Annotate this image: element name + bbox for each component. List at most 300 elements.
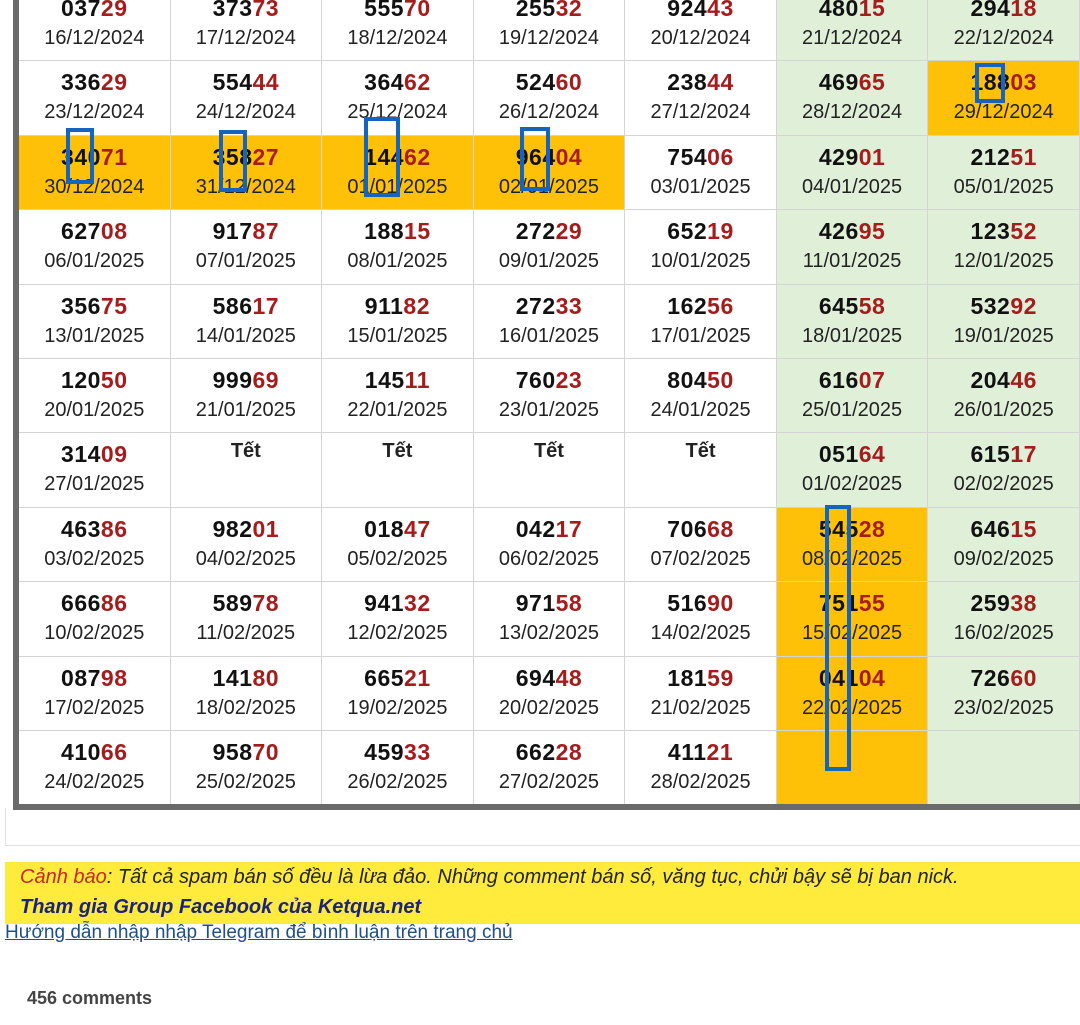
result-number-head: 516 xyxy=(667,590,708,617)
result-number xyxy=(322,0,473,21)
result-cell xyxy=(928,656,1080,730)
result-date: 23/12/2024 xyxy=(44,101,145,124)
result-number xyxy=(625,293,776,319)
result-cell xyxy=(322,433,474,507)
result-number-head: 999 xyxy=(212,366,253,393)
result-number-head: 666 xyxy=(61,590,101,617)
result-number-tail: 98 xyxy=(100,664,128,691)
result-number xyxy=(19,590,170,616)
result-cell xyxy=(625,284,777,358)
result-cell xyxy=(625,507,777,581)
result-number-tail: 15 xyxy=(858,0,886,21)
table-row xyxy=(16,507,1080,581)
result-number-head: 982 xyxy=(212,515,253,542)
result-number xyxy=(928,293,1079,319)
result-date: 01/01/2025 xyxy=(347,175,448,198)
result-number xyxy=(777,516,928,542)
result-cell xyxy=(16,0,170,61)
result-number-tail: 92 xyxy=(1010,292,1037,319)
result-number-tail: 80 xyxy=(252,664,280,691)
result-date: 04/02/2025 xyxy=(195,547,296,570)
result-cell xyxy=(322,582,474,656)
result-number xyxy=(625,739,776,765)
table-row xyxy=(16,433,1080,507)
result-number-head: 524 xyxy=(515,69,556,96)
result-number xyxy=(474,144,625,170)
result-number-tail: 32 xyxy=(555,0,583,21)
result-number-head: 554 xyxy=(212,69,253,96)
result-date: 22/12/2024 xyxy=(953,27,1054,49)
result-number-tail: 47 xyxy=(404,515,431,542)
result-number-head: 364 xyxy=(364,69,405,96)
result-number-tail: 55 xyxy=(858,590,886,617)
result-date: 13/02/2025 xyxy=(498,622,600,645)
result-number xyxy=(474,69,625,95)
result-cell xyxy=(625,656,777,730)
result-number xyxy=(171,218,322,244)
result-number-tail: 46 xyxy=(1010,366,1037,393)
result-number-tail: 01 xyxy=(252,515,280,542)
result-number xyxy=(625,144,776,170)
result-number-head: 694 xyxy=(515,664,556,691)
warning-prefix: Cảnh báo xyxy=(20,866,107,888)
result-date: 08/02/2025 xyxy=(802,547,903,570)
result-number xyxy=(777,69,928,95)
result-number xyxy=(171,144,322,170)
result-number-head: 255 xyxy=(515,0,556,21)
result-number xyxy=(474,665,625,691)
result-number-tail: 18 xyxy=(1010,0,1037,21)
result-number-head: 145 xyxy=(364,366,405,393)
result-cell xyxy=(322,135,474,209)
result-date: 16/01/2025 xyxy=(498,324,600,347)
result-date: 03/01/2025 xyxy=(650,175,751,198)
result-cell xyxy=(170,0,322,61)
result-number-head: 018 xyxy=(364,515,405,542)
result-cell xyxy=(473,507,625,581)
result-number-head: 941 xyxy=(364,590,405,617)
result-number-head: 555 xyxy=(364,0,405,21)
result-number xyxy=(928,69,1079,95)
result-number-tail: 87 xyxy=(252,218,280,245)
result-cell xyxy=(473,358,625,432)
result-date: 24/02/2025 xyxy=(44,770,145,793)
result-cell xyxy=(170,358,322,432)
result-number-head: 586 xyxy=(212,292,253,319)
result-date: 10/01/2025 xyxy=(650,250,751,273)
result-number xyxy=(625,516,776,542)
result-cell xyxy=(170,135,322,209)
result-number-head: 726 xyxy=(970,664,1011,691)
result-date: 25/02/2025 xyxy=(195,770,296,793)
facebook-group-link[interactable]: Tham gia Group Facebook của Ketqua.net xyxy=(20,896,422,918)
result-number-head: 964 xyxy=(515,143,556,170)
result-number-tail: 15 xyxy=(1010,515,1037,542)
result-cell xyxy=(322,284,474,358)
result-number-tail: 15 xyxy=(404,218,431,245)
result-cell xyxy=(473,210,625,284)
result-number xyxy=(777,590,928,616)
result-date: 10/02/2025 xyxy=(44,622,145,645)
result-number xyxy=(19,441,170,467)
result-cell xyxy=(473,135,625,209)
result-number xyxy=(474,218,625,244)
result-number-tail: 95 xyxy=(858,218,886,245)
result-number xyxy=(928,590,1079,616)
result-number-head: 181 xyxy=(667,664,708,691)
result-number-tail: 06 xyxy=(707,143,734,170)
result-number-head: 924 xyxy=(667,0,708,21)
result-date: 27/12/2024 xyxy=(650,101,751,124)
result-cell xyxy=(625,730,777,807)
result-number-head: 314 xyxy=(61,441,101,468)
result-cell xyxy=(473,61,625,135)
result-number-tail: 27 xyxy=(252,143,280,170)
table-row xyxy=(16,730,1080,807)
result-number-tail: 43 xyxy=(707,0,734,21)
result-cell xyxy=(776,730,928,807)
result-number-tail: 28 xyxy=(858,515,886,542)
result-number-tail: 60 xyxy=(1010,664,1037,691)
holiday-label: Tết xyxy=(382,440,413,463)
result-cell xyxy=(170,507,322,581)
result-number xyxy=(777,0,928,21)
result-number-head: 042 xyxy=(515,515,556,542)
result-number xyxy=(928,665,1079,691)
result-cell xyxy=(322,507,474,581)
result-number-head: 051 xyxy=(818,441,859,468)
table-row xyxy=(16,135,1080,209)
result-cell xyxy=(473,0,625,61)
result-date: 15/02/2025 xyxy=(802,622,903,645)
result-cell xyxy=(776,358,928,432)
result-number-tail: 56 xyxy=(707,292,734,319)
result-number xyxy=(928,367,1079,393)
result-date: 12/01/2025 xyxy=(953,250,1054,273)
result-date: 25/12/2024 xyxy=(347,101,448,124)
result-date: 12/02/2025 xyxy=(347,622,448,645)
result-number-head: 373 xyxy=(212,0,253,21)
result-date: 07/01/2025 xyxy=(195,250,296,273)
result-number xyxy=(171,516,322,542)
result-number-head: 238 xyxy=(667,69,708,96)
result-number-tail: 17 xyxy=(252,292,280,319)
result-number-head: 123 xyxy=(970,218,1011,245)
result-number-tail: 44 xyxy=(707,69,734,96)
result-number-head: 469 xyxy=(818,69,859,96)
table-row xyxy=(16,582,1080,656)
result-date: 28/02/2025 xyxy=(650,770,751,793)
result-number-tail: 64 xyxy=(858,441,886,468)
result-date: 05/01/2025 xyxy=(953,175,1054,198)
result-cell xyxy=(625,433,777,507)
result-number-head: 037 xyxy=(61,0,101,21)
result-date: 29/12/2024 xyxy=(953,101,1054,124)
result-number xyxy=(19,293,170,319)
result-number-tail: 62 xyxy=(404,69,431,96)
result-cell xyxy=(473,656,625,730)
result-number-head: 627 xyxy=(61,218,101,245)
result-number-head: 141 xyxy=(212,664,253,691)
result-date: 26/01/2025 xyxy=(953,398,1054,421)
result-number xyxy=(171,69,322,95)
result-number-tail: 50 xyxy=(100,366,128,393)
result-cell xyxy=(776,507,928,581)
result-date: 22/01/2025 xyxy=(347,398,448,421)
result-cell xyxy=(928,61,1080,135)
result-number-tail: 86 xyxy=(100,590,128,617)
result-number xyxy=(474,0,625,21)
result-date: 23/01/2025 xyxy=(498,398,600,421)
result-number-tail: 51 xyxy=(1010,143,1037,170)
result-number-tail: 17 xyxy=(555,515,583,542)
result-number xyxy=(322,144,473,170)
result-number xyxy=(625,590,776,616)
result-number-head: 616 xyxy=(818,366,859,393)
result-number-tail: 73 xyxy=(252,0,280,21)
result-number-head: 212 xyxy=(970,143,1011,170)
result-number xyxy=(322,367,473,393)
table-row xyxy=(16,0,1080,61)
result-cell xyxy=(625,582,777,656)
result-number-head: 662 xyxy=(515,738,556,765)
result-date: 21/12/2024 xyxy=(802,27,903,49)
result-cell xyxy=(170,61,322,135)
result-number xyxy=(625,367,776,393)
result-number-head: 665 xyxy=(364,664,405,691)
result-number-head: 971 xyxy=(515,590,556,617)
result-date: 28/12/2024 xyxy=(802,101,903,124)
telegram-guide-link[interactable]: Hướng dẫn nhập nhập Telegram để bình luận trên trang chủ xyxy=(5,922,513,943)
result-cell xyxy=(776,582,928,656)
result-number-tail: 68 xyxy=(707,515,734,542)
holiday-label: Tết xyxy=(230,440,261,463)
result-number-head: 958 xyxy=(212,738,253,765)
result-number-tail: 66 xyxy=(100,738,128,765)
result-date: 14/02/2025 xyxy=(650,622,751,645)
result-cell xyxy=(776,61,928,135)
result-date: 08/01/2025 xyxy=(347,250,448,273)
result-number xyxy=(322,218,473,244)
result-cell xyxy=(473,582,625,656)
result-number-tail: 17 xyxy=(1010,441,1037,468)
result-number xyxy=(19,218,170,244)
result-number xyxy=(474,590,625,616)
result-number-tail: 60 xyxy=(555,69,583,96)
result-number-tail: 04 xyxy=(555,143,583,170)
result-number-head: 917 xyxy=(212,218,253,245)
result-number-tail: 70 xyxy=(252,738,280,765)
result-number xyxy=(928,218,1079,244)
result-date: 07/02/2025 xyxy=(650,547,751,570)
result-number-tail: 29 xyxy=(100,0,128,21)
result-date: 21/01/2025 xyxy=(195,398,296,421)
result-number xyxy=(928,441,1079,467)
result-number-tail: 04 xyxy=(858,664,886,691)
result-number-head: 589 xyxy=(212,590,253,617)
result-number xyxy=(474,739,625,765)
result-number xyxy=(777,665,928,691)
result-cell xyxy=(16,358,170,432)
result-date: 19/01/2025 xyxy=(953,324,1054,347)
result-number xyxy=(625,218,776,244)
result-cell xyxy=(170,433,322,507)
result-number-tail: 19 xyxy=(707,218,734,245)
result-number xyxy=(322,69,473,95)
result-date: 17/02/2025 xyxy=(44,696,145,719)
holiday-label: Tết xyxy=(685,440,716,463)
result-cell xyxy=(928,582,1080,656)
result-cell xyxy=(16,656,170,730)
result-number xyxy=(474,516,625,542)
result-date: 26/12/2024 xyxy=(498,101,600,124)
result-number-head: 272 xyxy=(515,218,556,245)
result-date: 27/01/2025 xyxy=(44,473,145,496)
table-row xyxy=(16,210,1080,284)
result-number-head: 646 xyxy=(970,515,1011,542)
result-number-head: 429 xyxy=(818,143,859,170)
result-number-tail: 33 xyxy=(404,738,431,765)
result-date: 30/12/2024 xyxy=(44,175,145,198)
result-number xyxy=(171,590,322,616)
result-number-tail: 08 xyxy=(100,218,128,245)
result-number-head: 144 xyxy=(364,143,405,170)
table-row xyxy=(16,61,1080,135)
result-date: 21/02/2025 xyxy=(650,696,751,719)
result-number xyxy=(625,665,776,691)
result-date: 20/01/2025 xyxy=(44,398,145,421)
result-cell xyxy=(928,730,1080,807)
result-number xyxy=(19,69,170,95)
result-cell xyxy=(170,656,322,730)
result-date: 06/01/2025 xyxy=(44,250,145,273)
result-number-tail: 52 xyxy=(1010,218,1037,245)
result-date: 22/02/2025 xyxy=(802,696,903,719)
result-cell xyxy=(776,0,928,61)
result-number-tail: 09 xyxy=(100,441,128,468)
result-number-tail: 21 xyxy=(404,664,431,691)
result-date: 20/02/2025 xyxy=(498,696,600,719)
result-number-tail: 28 xyxy=(555,738,583,765)
result-number xyxy=(322,665,473,691)
result-cell xyxy=(170,582,322,656)
result-date: 13/01/2025 xyxy=(44,324,145,347)
result-number-head: 259 xyxy=(970,590,1011,617)
result-number-head: 411 xyxy=(667,738,707,765)
result-number xyxy=(777,218,928,244)
warning-banner xyxy=(5,862,1080,924)
result-date: 03/02/2025 xyxy=(44,547,145,570)
result-number xyxy=(19,0,170,21)
result-cell xyxy=(322,210,474,284)
result-date: 01/02/2025 xyxy=(802,473,903,496)
result-cell xyxy=(625,135,777,209)
result-cell xyxy=(625,210,777,284)
holiday-label: Tết xyxy=(533,440,564,463)
result-number xyxy=(171,367,322,393)
result-date: 05/02/2025 xyxy=(347,547,448,570)
result-cell xyxy=(473,730,625,807)
result-number-tail: 58 xyxy=(555,590,583,617)
result-number-head: 532 xyxy=(970,292,1011,319)
result-number-head: 545 xyxy=(818,515,859,542)
result-number-head: 356 xyxy=(61,292,101,319)
result-number-head: 804 xyxy=(667,366,708,393)
result-number-head: 294 xyxy=(970,0,1011,21)
content-divider xyxy=(5,808,1080,846)
result-number xyxy=(474,367,625,393)
warning-message: : Tất cả spam bán số đều là lừa đảo. Những comment bán số, văng tục, chửi bậy sẽ bị ban nick. xyxy=(106,866,959,888)
result-cell xyxy=(928,284,1080,358)
result-cell xyxy=(928,0,1080,61)
result-cell xyxy=(170,284,322,358)
result-number-tail: 29 xyxy=(100,69,128,96)
result-date: 24/12/2024 xyxy=(195,101,296,124)
result-number-head: 480 xyxy=(818,0,859,21)
result-number-tail: 32 xyxy=(404,590,431,617)
result-cell xyxy=(322,656,474,730)
result-number-head: 760 xyxy=(515,366,556,393)
result-number-head: 162 xyxy=(667,292,708,319)
result-number xyxy=(322,590,473,616)
result-number-head: 188 xyxy=(364,218,405,245)
result-number xyxy=(171,0,322,21)
comments-count: 456 comments xyxy=(27,988,153,1008)
table-row xyxy=(16,358,1080,432)
result-cell xyxy=(776,135,928,209)
result-cell xyxy=(928,135,1080,209)
result-number-tail: 23 xyxy=(555,366,583,393)
result-date: 02/02/2025 xyxy=(953,473,1054,496)
result-cell xyxy=(776,284,928,358)
result-number-tail: 07 xyxy=(858,366,886,393)
result-cell xyxy=(16,210,170,284)
result-cell xyxy=(776,433,928,507)
table-row xyxy=(16,284,1080,358)
result-date: 18/02/2025 xyxy=(195,696,296,719)
lottery-results-table xyxy=(13,0,1080,810)
result-number-tail: 29 xyxy=(555,218,583,245)
result-cell xyxy=(16,507,170,581)
result-number xyxy=(322,739,473,765)
result-number-tail: 71 xyxy=(100,143,128,170)
result-number-head: 459 xyxy=(364,738,405,765)
table-row xyxy=(16,656,1080,730)
result-number-tail: 01 xyxy=(858,143,886,170)
result-number xyxy=(625,69,776,95)
result-date: 06/02/2025 xyxy=(498,547,600,570)
result-cell xyxy=(170,210,322,284)
result-date: 25/01/2025 xyxy=(802,398,903,421)
result-number xyxy=(777,367,928,393)
result-number-head: 087 xyxy=(61,664,101,691)
result-cell xyxy=(473,433,625,507)
result-date: 15/01/2025 xyxy=(347,324,448,347)
result-number-tail: 44 xyxy=(252,69,280,96)
result-number-tail: 21 xyxy=(706,738,734,765)
result-number-head: 120 xyxy=(61,366,101,393)
result-number-head: 426 xyxy=(818,218,859,245)
result-number xyxy=(625,0,776,21)
result-number xyxy=(19,516,170,542)
result-cell xyxy=(322,61,474,135)
result-number-tail: 03 xyxy=(1010,69,1037,96)
result-cell xyxy=(473,284,625,358)
result-number-head: 706 xyxy=(667,515,708,542)
result-number xyxy=(322,516,473,542)
result-date: 24/01/2025 xyxy=(650,398,751,421)
result-number-head: 272 xyxy=(515,292,556,319)
